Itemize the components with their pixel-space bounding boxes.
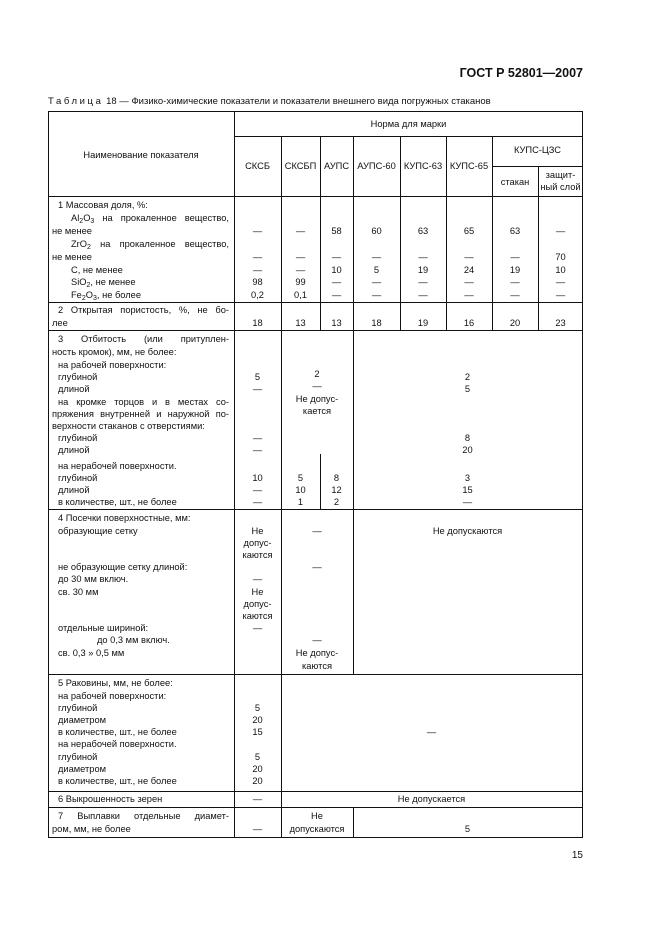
header-col-aups60: АУПС-60: [357, 161, 396, 171]
s3-cell: 2: [464, 372, 471, 382]
s1-al-label-2: не менее: [52, 226, 92, 236]
s5-cell: 20: [252, 715, 263, 725]
value-cell: 0,1: [294, 290, 307, 300]
s5-nonwork: на нерабочей поверхности.: [58, 739, 177, 749]
header-col-stakan: стакан: [500, 177, 530, 187]
value-cell: —: [331, 277, 342, 287]
s5-work-depth: глубиной: [58, 703, 98, 713]
s4-to03-dash: —: [312, 635, 322, 645]
s3-cell: —: [312, 381, 322, 391]
s3-cell: 10: [252, 473, 263, 483]
value-cell: —: [464, 277, 474, 287]
s3-cell: 12: [331, 485, 342, 495]
value-cell: —: [510, 252, 520, 262]
s3-cell: —: [252, 497, 263, 507]
s4-grid-dopus: допус-: [243, 538, 272, 548]
s3-work-depth: глубиной: [58, 372, 98, 382]
s3-not-allowed-2: кается: [302, 406, 332, 416]
s4-title: 4 Посечки поверхностные, мм:: [58, 513, 191, 523]
s6-cell: —: [252, 794, 263, 804]
s1-si-label: SiO$_2$, не менее: [71, 277, 136, 289]
caption-prefix: Таблица: [48, 96, 104, 107]
s3-cell: 5: [254, 372, 261, 382]
header-col-aups: АУПС: [323, 161, 350, 171]
s1-al-label: $Al_2O_3$ на прокаленное вещество,: [71, 213, 229, 225]
document-number: ГОСТ Р 52801—2007: [459, 66, 583, 80]
s5-title: 5 Раковины, мм, не более:: [58, 678, 173, 688]
value-cell: 60: [371, 226, 382, 236]
value-cell: 19: [417, 265, 429, 275]
s4-not-allowed-1: Не допус-: [295, 648, 339, 658]
value-cell: —: [510, 290, 520, 300]
value-cell: —: [295, 265, 306, 275]
value-cell: 10: [331, 265, 342, 275]
s3-nonwork-count: в количестве, шт., не более: [58, 497, 177, 507]
value-cell: —: [331, 290, 342, 300]
value-cell: 24: [463, 265, 475, 275]
s6-label: 6 Выкрошенность зерен: [58, 794, 163, 804]
value-cell: 10: [555, 265, 566, 275]
s5-cell: 20: [252, 776, 263, 786]
s7-not-allowed-1: Не: [311, 811, 323, 821]
s3-label-1: 3 Отбитость (или притуплен-: [58, 334, 229, 344]
page-number: 15: [571, 850, 583, 861]
s7-label-2: ром, мм, не более: [52, 824, 131, 834]
table-caption: [48, 96, 491, 107]
s3-cell: —: [462, 497, 473, 507]
value-cell: 19: [417, 318, 429, 328]
s3-not-allowed-1: Не допус-: [295, 394, 339, 404]
s5-cell: 20: [252, 764, 263, 774]
value-cell: —: [464, 252, 474, 262]
s4-grid: образующие сетку: [58, 526, 138, 536]
value-cell: —: [252, 226, 263, 236]
value-cell: 23: [555, 318, 566, 328]
s4-grid-dash: —: [312, 526, 322, 536]
s3-cell: 2: [314, 369, 320, 379]
s3-work: на рабочей поверхности:: [58, 360, 167, 370]
header-col-kups65: КУПС-65: [449, 161, 489, 171]
s3-cell: 1: [297, 497, 304, 507]
s4-width: отдельные шириной:: [58, 623, 149, 633]
value-cell: 99: [295, 277, 306, 287]
s4-not-allowed-all: Не допускаются: [432, 526, 503, 536]
s4-notgrid-dash: —: [312, 562, 322, 572]
s3-cell: 20: [462, 445, 473, 455]
s5-nonwork-diam: диаметром: [58, 764, 107, 774]
header-col-sksbp: СКСБП: [284, 161, 317, 171]
s5-work-count: в количестве, шт., не более: [58, 727, 177, 737]
s7-label-1: 7 Выплавки отдельные диамет-: [58, 811, 229, 821]
s3-nonwork: на нерабочей поверхности.: [58, 461, 177, 471]
s5-cell: 5: [254, 752, 261, 762]
value-cell: 20: [509, 318, 521, 328]
s3-nonwork-length: длиной: [58, 485, 90, 495]
s4-over30-kayutsya: каются: [242, 611, 273, 621]
value-cell: —: [418, 252, 428, 262]
value-cell: —: [252, 265, 263, 275]
value-cell: 58: [331, 226, 342, 236]
value-cell: 5: [373, 265, 380, 275]
s3-cell: 8: [464, 433, 471, 443]
s3-cell: 2: [333, 497, 340, 507]
s7-not-allowed-2: допускаются: [289, 824, 345, 834]
s3-edge-1: на кромке торцов и в местах со-: [58, 397, 229, 407]
value-cell: —: [510, 277, 520, 287]
s3-edge-length: длиной: [58, 445, 90, 455]
s1-zr-label: ZrO$_2$ на прокаленное вещество,: [71, 239, 229, 251]
s1-title: 1 Массовая доля, %:: [58, 200, 148, 210]
s7-rest: 5: [464, 824, 471, 834]
s4-over30-dopus: допус-: [243, 599, 272, 609]
s3-cell: 3: [464, 473, 471, 483]
value-cell: —: [418, 290, 428, 300]
value-cell: —: [331, 252, 342, 262]
value-cell: 16: [463, 318, 475, 328]
s4-width-dash: —: [252, 623, 263, 633]
value-cell: 98: [252, 277, 263, 287]
s4-to03: до 0,3 мм включ.: [97, 635, 170, 645]
s5-work: на рабочей поверхности:: [58, 691, 167, 701]
value-cell: —: [555, 226, 566, 236]
value-cell: 19: [509, 265, 521, 275]
s4-grid-ne: Не: [251, 526, 264, 536]
s3-cell: —: [252, 433, 263, 443]
value-cell: —: [371, 290, 382, 300]
s3-cell: 5: [297, 473, 304, 483]
s3-work-length: длиной: [58, 384, 90, 394]
header-col-zash-2: ный слой: [540, 182, 581, 192]
s1-c-label: С, не менее: [71, 265, 123, 275]
s3-cell: —: [252, 485, 263, 495]
s5-nonwork-count: в количестве, шт., не более: [58, 776, 177, 786]
s5-rest-dash: —: [426, 727, 437, 737]
s3-edge-2: пряжения внутренней и наружной по-: [52, 409, 229, 419]
s3-cell: 8: [333, 473, 340, 483]
s4-to30-dash: —: [252, 574, 263, 584]
header-col-kups-czs: КУПС-ЦЗС: [513, 145, 562, 155]
caption-text: 18 — Физико-химические показатели и показатели внешнего вида погружных стаканов: [106, 96, 491, 107]
s2-label-2: лее: [52, 318, 68, 328]
s4-over03: св. 0,3 » 0,5 мм: [58, 648, 125, 658]
properties-table: [48, 111, 583, 838]
value-cell: —: [555, 290, 566, 300]
value-cell: 18: [252, 318, 263, 328]
s1-fe-label: $Fe_2O_3$, не более: [71, 290, 142, 302]
s3-edge-3: верхности стаканов с отверстиями:: [52, 421, 205, 431]
s4-not-allowed-2: каются: [301, 661, 333, 671]
value-cell: —: [295, 226, 306, 236]
header-col-sksb: СКСБ: [245, 161, 270, 171]
s3-cell: 15: [462, 485, 473, 495]
value-cell: 70: [555, 252, 566, 262]
s3-cell: —: [252, 384, 263, 394]
value-cell: —: [464, 290, 474, 300]
value-cell: 18: [371, 318, 382, 328]
value-cell: 13: [295, 318, 306, 328]
s5-cell: 15: [252, 727, 263, 737]
s4-not-grid: не образующие сетку длиной:: [58, 562, 188, 572]
s4-grid-kayutsya: каются: [242, 550, 273, 560]
header-col-zash-1: защит-: [545, 170, 576, 180]
s4-to30: до 30 мм включ.: [58, 574, 129, 584]
s5-cell: 5: [254, 703, 261, 713]
header-col-kups63: КУПС-63: [403, 161, 443, 171]
value-cell: 13: [331, 318, 342, 328]
value-cell: —: [371, 252, 382, 262]
s3-edge-depth: глубиной: [58, 433, 98, 443]
s3-cell: 10: [295, 485, 306, 495]
header-indicator: Наименование показателя: [83, 150, 199, 160]
value-cell: —: [555, 277, 566, 287]
s4-over30-ne: Не: [251, 587, 264, 597]
s3-cell: 5: [464, 384, 471, 394]
value-cell: —: [371, 277, 382, 287]
s7-cell: —: [252, 824, 263, 834]
value-cell: —: [418, 277, 428, 287]
s2-label-1: 2 Открытая пористость, %, не бо-: [58, 305, 229, 315]
s5-nonwork-depth: глубиной: [58, 752, 98, 762]
value-cell: —: [295, 252, 306, 262]
s4-over30: св. 30 мм: [58, 587, 99, 597]
s6-not-allowed: Не допускается: [397, 794, 466, 804]
header-norm: Норма для марки: [370, 119, 447, 129]
value-cell: 0,2: [251, 290, 264, 300]
s1-zr-label-2: не менее: [52, 252, 92, 262]
value-cell: 65: [463, 226, 475, 236]
s3-label-2: ность кромок), мм, не более:: [52, 347, 177, 357]
s3-nonwork-depth: глубиной: [58, 473, 98, 483]
value-cell: —: [252, 252, 263, 262]
value-cell: 63: [509, 226, 521, 236]
s5-work-diam: диаметром: [58, 715, 107, 725]
s3-cell: —: [252, 445, 263, 455]
value-cell: 63: [417, 226, 429, 236]
